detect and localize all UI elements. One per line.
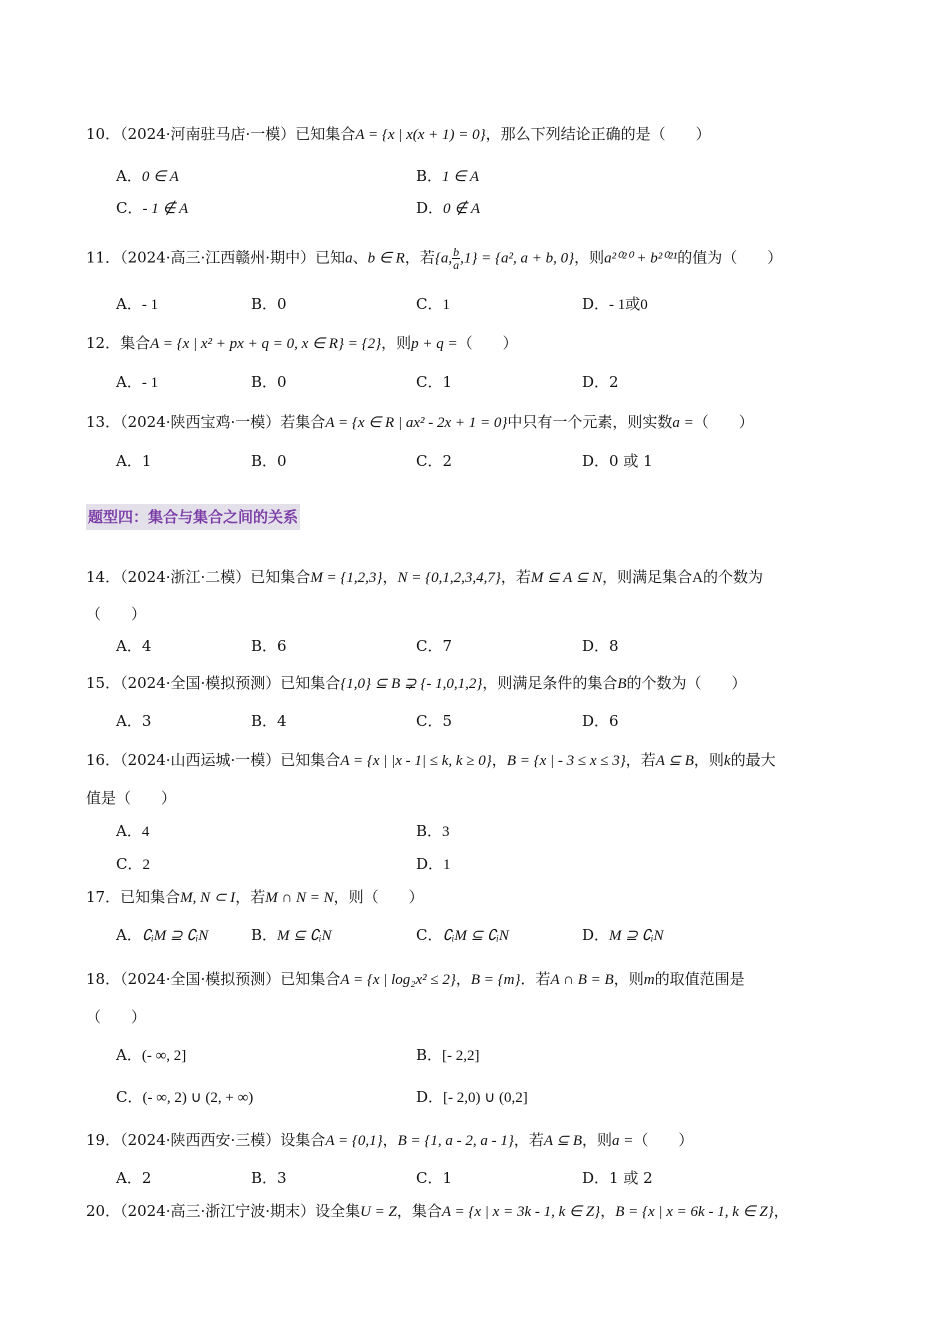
math-expression: k: [723, 753, 731, 769]
stem-text: ，: [773, 1202, 789, 1220]
stem-text: 已知集合: [120, 888, 181, 906]
option-text: 3: [277, 1169, 287, 1187]
option-text: 2: [142, 857, 150, 873]
option-label: D．: [416, 1088, 444, 1106]
math-expression: M ⊆ A ⊆ N: [530, 570, 603, 586]
question-number: 14．: [86, 568, 121, 586]
option-label: C．: [416, 637, 443, 655]
option-text: 1: [442, 373, 453, 391]
option-label: A．: [116, 712, 142, 730]
question-18-paren: （ ）: [86, 1008, 147, 1026]
option-label: D．: [582, 1169, 610, 1187]
option-text: 1: [442, 297, 450, 313]
math-expression: U = Z: [360, 1204, 397, 1220]
option-text: 3: [442, 824, 450, 840]
option-a: [116, 166, 179, 187]
option-label: D．: [582, 637, 610, 655]
option-c: [416, 451, 452, 471]
option-label: A．: [116, 822, 142, 840]
option-text: 2: [141, 1169, 152, 1187]
option-text: 4: [141, 637, 152, 655]
option-label: A．: [116, 373, 142, 391]
option-d: [582, 1168, 653, 1188]
option-c: [116, 854, 150, 875]
question-15-stem: [86, 673, 747, 694]
stem-text: （2024·陕西西安·三模）设集合: [120, 1131, 326, 1149]
question-number: 20．: [86, 1202, 121, 1220]
question-17-stem: [86, 887, 424, 908]
option-c: [416, 711, 452, 731]
option-a: [116, 636, 151, 656]
option-label: A．: [116, 167, 142, 185]
option-text: M ⊆ ∁ᵢN: [277, 928, 332, 944]
option-text: (- ∞, 2]: [141, 1048, 187, 1064]
option-a: [116, 1168, 151, 1188]
question-number: 17．: [86, 888, 121, 906]
option-text: 4: [277, 712, 287, 730]
question-number: 15．: [86, 674, 121, 692]
fraction-numerator: b: [453, 245, 460, 259]
stem-text: （2024·高三·江西赣州·期中）已知: [120, 248, 346, 267]
math-expression: B = {x | - 3 ≤ x ≤ 3}: [506, 753, 626, 769]
stem-text: ，: [455, 970, 471, 988]
math-expression: m: [643, 972, 655, 988]
stem-text: 的最大: [730, 751, 776, 769]
question-14-stem: [86, 567, 763, 588]
math-expression: B = {1, a - 2, a - 1}: [397, 1133, 514, 1149]
stem-text: ，: [382, 568, 398, 586]
stem-text: （2024·浙江·二模）已知集合: [120, 568, 311, 586]
question-number: 11．: [86, 248, 121, 267]
question-18-stem: [86, 969, 745, 990]
option-label: C．: [416, 712, 443, 730]
question-10-stem: [86, 124, 711, 145]
math-expression: N = {0,1,2,3,4,7}: [397, 570, 501, 586]
stem-text: 的个数为: [702, 568, 763, 586]
math-expression: M = {1,2,3}: [310, 570, 383, 586]
stem-text: （2024·高三·浙江宁波·期末）设全集: [120, 1202, 361, 1220]
option-label: A．: [116, 1046, 142, 1064]
stem-text: （2024·全国·模拟预测）已知集合: [120, 970, 341, 988]
option-d: [582, 294, 648, 315]
stem-text: ，若: [404, 248, 435, 267]
option-text: 0 ∉ A: [443, 201, 480, 217]
option-b: [416, 166, 479, 187]
option-text: 0 ∈ A: [141, 169, 179, 185]
option-text: 7: [442, 637, 453, 655]
option-label: B．: [416, 167, 443, 185]
option-text: 1 或 2: [609, 1169, 653, 1187]
option-text: 1 ∈ A: [442, 169, 479, 185]
question-12-stem: [86, 333, 518, 354]
option-label: B．: [251, 637, 278, 655]
math-expression: A = {x ∈ R | ax² - 2x + 1 = 0}: [325, 415, 508, 431]
question-19-stem: [86, 1130, 693, 1151]
option-c: [416, 294, 450, 315]
option-text: 5: [442, 712, 453, 730]
option-label: B．: [251, 452, 278, 470]
option-b: [251, 451, 287, 471]
math-expression: A: [692, 570, 703, 586]
option-d: [416, 854, 451, 875]
math-expression: A = {x | x² + px + q = 0, x ∈ R} = {2}: [150, 336, 382, 352]
stem-text: ，集合: [396, 1202, 442, 1220]
option-text: - 1: [141, 297, 159, 313]
option-text: (- ∞, 2) ∪ (2, + ∞): [142, 1090, 254, 1106]
option-a: [116, 821, 149, 842]
stem-text: ，若: [513, 1131, 544, 1149]
stem-text: ，那么下列结论正确的是（ ）: [485, 125, 711, 143]
math-expression: ,1} = {a², a + b, 0}: [460, 250, 575, 267]
option-b: [251, 711, 287, 731]
question-number: 13．: [86, 413, 121, 431]
option-b: [416, 821, 450, 842]
option-b: [251, 636, 287, 656]
option-d: [582, 372, 619, 392]
stem-text: 集合: [120, 334, 151, 352]
option-label: A．: [116, 637, 142, 655]
stem-text: 中只有一个元素，则实数: [507, 413, 673, 431]
math-expression: A ∩ B = B: [550, 972, 614, 988]
option-text: 0: [277, 452, 287, 470]
option-label: C．: [116, 199, 143, 217]
option-label: D．: [582, 926, 610, 944]
stem-text: （2024·全国·模拟预测）已知集合: [120, 674, 341, 692]
option-label: A．: [116, 926, 142, 944]
option-text: 1: [443, 857, 451, 873]
option-text: M ⊇ ∁ᵢN: [609, 928, 664, 944]
option-text: 6: [277, 637, 287, 655]
stem-text: ，若: [500, 568, 531, 586]
stem-text: ，则: [693, 751, 724, 769]
math-expression: b ∈ R: [367, 250, 405, 267]
option-text: 0 或 1: [609, 452, 653, 470]
stem-text: （ ）: [633, 1131, 694, 1149]
question-11-stem: [86, 246, 782, 271]
question-number: 18．: [86, 970, 121, 988]
option-b: [251, 1168, 287, 1188]
math-expression: A = {0,1}: [325, 1133, 383, 1149]
option-label: A．: [116, 1169, 142, 1187]
option-d: [416, 1087, 528, 1108]
math-expression: a =: [612, 1133, 634, 1149]
math-expression: p + q =: [411, 336, 458, 352]
question-number: 16．: [86, 751, 121, 769]
stem-text: （ ）: [457, 334, 518, 352]
option-label: B．: [251, 712, 278, 730]
question-16-stem: [86, 750, 776, 771]
option-d: [582, 451, 653, 471]
question-16-line2: 值是（ ）: [86, 789, 177, 807]
fraction-denominator: a: [453, 258, 460, 272]
option-text: [- 2,2]: [442, 1048, 480, 1064]
option-text: 6: [609, 712, 619, 730]
option-d: [582, 711, 619, 731]
stem-text: 的值为（ ）: [677, 248, 783, 267]
math-expression: B: [617, 676, 627, 692]
option-text: - 1 ∉ A: [142, 201, 189, 217]
math-expression: a²⁰²⁰ + b²⁰²¹: [604, 250, 678, 267]
option-label: D．: [582, 712, 610, 730]
math-expression: M ∩ N = N: [265, 890, 334, 906]
stem-text: ，则（ ）: [333, 888, 424, 906]
option-c: [416, 1168, 452, 1188]
option-label: B．: [251, 1169, 278, 1187]
option-label: B．: [251, 295, 278, 313]
math-expression: B = {m}: [470, 972, 521, 988]
stem-text: ，则满足条件的集合: [482, 674, 618, 692]
option-text: 2: [442, 452, 453, 470]
option-label: A．: [116, 452, 142, 470]
option-text: 3: [141, 712, 152, 730]
option-label: A．: [116, 295, 142, 313]
stem-text: 的个数为（ ）: [626, 674, 747, 692]
stem-text: 、: [352, 248, 368, 267]
option-text: [- 2,0) ∪ (0,2]: [443, 1090, 528, 1106]
math-expression: {a,: [434, 250, 453, 267]
stem-text: 的取值范围是: [654, 970, 745, 988]
question-number: 10．: [86, 125, 121, 143]
option-label: C．: [416, 1169, 443, 1187]
option-label: D．: [582, 295, 610, 313]
question-20-stem: [86, 1201, 789, 1222]
option-c: [416, 372, 452, 392]
option-a: [116, 925, 208, 946]
option-a: [116, 711, 151, 731]
stem-text: ，: [491, 751, 507, 769]
question-13-stem: [86, 412, 754, 433]
stem-text: ，则: [574, 248, 605, 267]
option-a: [116, 1045, 186, 1066]
math-expression: A = {x | log₂x² ≤ 2}: [340, 972, 456, 988]
math-expression: A ⊆ B: [543, 1133, 583, 1149]
option-b: [251, 294, 287, 314]
option-a: [116, 451, 151, 471]
stem-text: ，若: [235, 888, 266, 906]
stem-text: ，则: [613, 970, 644, 988]
math-expression: A ⊆ B: [655, 753, 694, 769]
stem-text: ，则: [582, 1131, 613, 1149]
option-label: B．: [251, 926, 278, 944]
stem-text: ．若: [520, 970, 551, 988]
option-label: C．: [116, 1088, 143, 1106]
math-expression: B = {x | x = 6k - 1, k ∈ Z}: [615, 1204, 774, 1220]
option-label: D．: [416, 855, 444, 873]
option-text: 1: [442, 1169, 453, 1187]
option-b: [416, 1045, 480, 1066]
option-text: 8: [609, 637, 619, 655]
math-expression: A = {x | x(x + 1) = 0}: [355, 127, 486, 143]
question-number: 12．: [86, 334, 121, 352]
option-c: [116, 1087, 253, 1108]
option-label: C．: [416, 452, 443, 470]
option-text: - 1或0: [609, 297, 648, 313]
stem-text: （2024·河南驻马店·一模）已知集合: [120, 125, 356, 143]
option-text: - 1: [141, 375, 159, 391]
math-expression: a =: [672, 415, 694, 431]
option-label: D．: [582, 373, 610, 391]
stem-text: （ ）: [693, 413, 754, 431]
option-text: ∁ᵢM ⊆ ∁ᵢN: [442, 928, 509, 944]
stem-text: （2024·山西运城·一模）已知集合: [120, 751, 341, 769]
math-expression: A = {x | |x - 1| ≤ k, k ≥ 0}: [340, 753, 492, 769]
math-expression: A = {x | x = 3k - 1, k ∈ Z}: [441, 1204, 601, 1220]
option-d: [582, 636, 619, 656]
option-text: 2: [609, 373, 619, 391]
option-label: C．: [416, 373, 443, 391]
option-c: [116, 198, 188, 219]
option-label: B．: [416, 1046, 443, 1064]
option-label: C．: [416, 295, 443, 313]
option-text: 4: [141, 824, 150, 840]
option-d: [582, 925, 664, 946]
option-text: ∁ᵢM ⊇ ∁ᵢN: [141, 928, 209, 944]
math-expression: a: [345, 250, 353, 267]
section-heading: 题型四：集合与集合之间的关系: [86, 504, 300, 530]
option-label: D．: [416, 199, 444, 217]
option-label: C．: [116, 855, 143, 873]
option-b: [251, 372, 287, 392]
stem-text: （2024·陕西宝鸡·一模）若集合: [120, 413, 326, 431]
option-label: B．: [416, 822, 443, 840]
question-number: 19．: [86, 1131, 121, 1149]
math-expression: M, N ⊂ I: [180, 890, 236, 906]
math-expression: {1,0} ⊆ B ⊋ {- 1,0,1,2}: [340, 676, 483, 692]
option-a: [116, 372, 158, 393]
stem-text: ，若: [625, 751, 656, 769]
option-label: C．: [416, 926, 443, 944]
fraction: [452, 246, 460, 271]
option-c: [416, 636, 452, 656]
option-text: 0: [277, 295, 287, 313]
option-text: 1: [141, 452, 152, 470]
option-a: [116, 294, 158, 315]
stem-text: ，则满足集合: [602, 568, 693, 586]
stem-text: ，: [600, 1202, 616, 1220]
stem-text: ，则: [381, 334, 412, 352]
option-label: D．: [582, 452, 610, 470]
option-d: [416, 198, 480, 219]
stem-text: ，: [382, 1131, 398, 1149]
option-text: 0: [277, 373, 287, 391]
option-b: [251, 925, 332, 946]
question-14-paren: （ ）: [86, 605, 147, 623]
option-c: [416, 925, 509, 946]
option-label: B．: [251, 373, 278, 391]
